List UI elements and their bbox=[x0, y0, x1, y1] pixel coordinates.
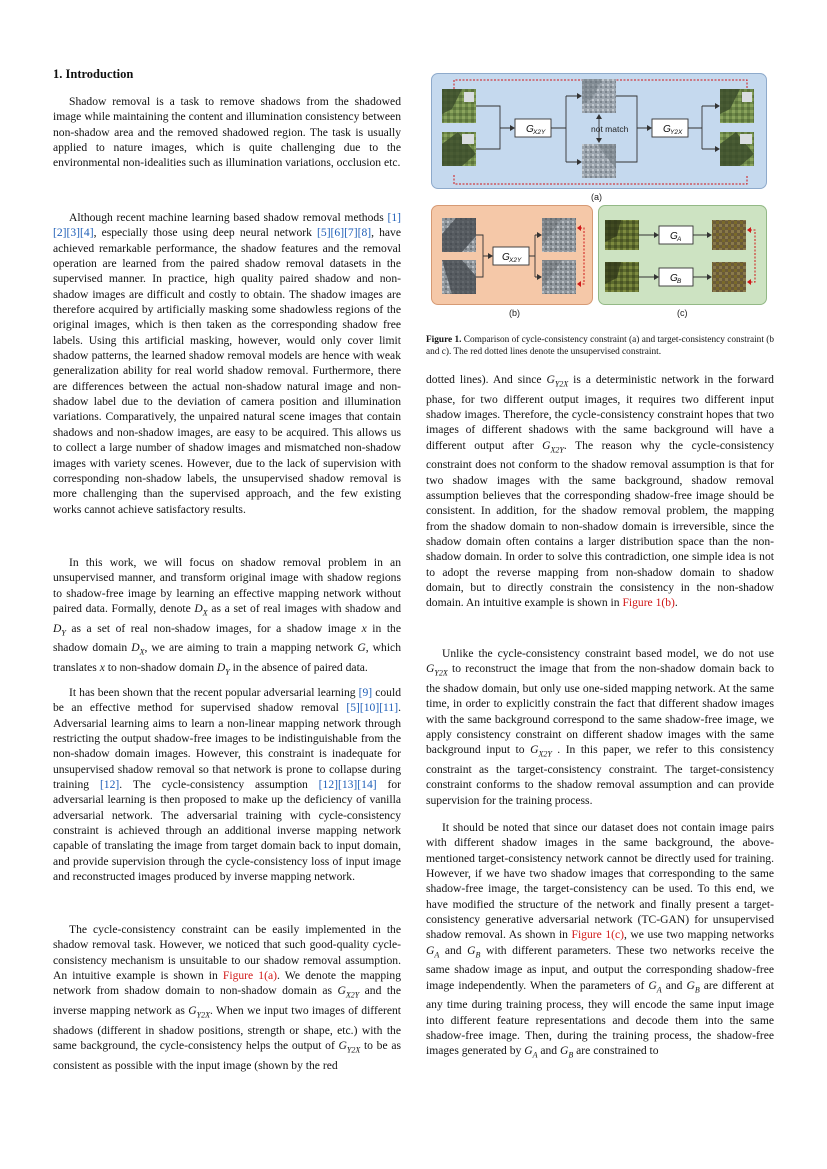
text-run: . bbox=[674, 596, 678, 610]
text-run: . The reason why the cycle-consistency constraint does not conform to the shadow removal assumption is that for two shadow images with the same background, shadow removal assumption believes that the corresponding shadow-free image should be consistent. In addition, for the shadow removal problem, the mapping from the shadow domain to non-shadow domain is irreversible, since the shadow domain often contains a larger distribution space than the non-shadow domain. In order to solve this contradiction, one simple idea is not to adopt the reverse mapping from non-shadow domain to shadow domain, but to directly constrain the consistency in the non-shadow domain. An intuitive example is shown in bbox=[426, 438, 774, 610]
text-run: X2Y bbox=[550, 445, 564, 454]
text-run: The cycle-consistency constraint can be easily implemented in the shadow removal task. However, we noticed that such good-quality cycle-consistency mechanism is unsuitable to our shadow removal assumption. An intuitive example is shown in bbox=[53, 923, 401, 983]
text-run: G bbox=[524, 1044, 533, 1058]
body-paragraph-3 bbox=[426, 820, 774, 1063]
svg-text:G: G bbox=[670, 273, 678, 284]
text-run: . Adversarial learning aims to learn a non-linear mapping network through restricting the output shadow-free images to be indistinguishable from the non-shadow domain images. However, this constraint is inadequate for unsupervised shadow removal so that network is prone to collapse during training bbox=[53, 701, 401, 792]
shadow-free-output-bottom bbox=[542, 260, 576, 294]
intro-paragraph-2 bbox=[53, 210, 401, 517]
svg-text:G: G bbox=[670, 231, 678, 242]
text-run: B bbox=[475, 950, 481, 960]
text-run: to non-shadow domain bbox=[104, 661, 217, 674]
text-run: X bbox=[202, 608, 208, 618]
text-run: G bbox=[542, 438, 551, 452]
text-run: dotted lines). And since bbox=[426, 373, 547, 386]
svg-text:Y2X: Y2X bbox=[670, 129, 683, 136]
constraint-line-b bbox=[580, 228, 584, 284]
svg-text:B: B bbox=[677, 278, 682, 285]
figure-link[interactable]: Figure 1(b) bbox=[622, 596, 675, 610]
text-run: and bbox=[439, 943, 468, 957]
subfigure-label-a: (a) bbox=[591, 192, 602, 202]
citation-link[interactable]: [5][6][7][8] bbox=[317, 226, 372, 240]
shadow-free-output-top bbox=[542, 218, 576, 252]
figure-panel-b bbox=[431, 205, 593, 305]
svg-text:G: G bbox=[526, 124, 534, 135]
intro-paragraph-4 bbox=[53, 685, 401, 884]
text-run: x bbox=[99, 661, 105, 674]
text-run: and bbox=[661, 978, 687, 992]
text-run: G bbox=[426, 943, 435, 957]
input-image-bottom bbox=[442, 132, 476, 166]
text-run: G bbox=[467, 943, 476, 957]
text-run: and bbox=[537, 1044, 560, 1058]
text-run: x bbox=[361, 621, 367, 635]
text-run: , we use two mapping networks bbox=[623, 928, 774, 942]
output-image-bottom bbox=[582, 144, 616, 178]
intro-paragraph-5 bbox=[53, 922, 401, 1073]
text-run: B bbox=[568, 1050, 574, 1060]
text-run: A bbox=[532, 1050, 538, 1060]
citation-link[interactable]: [12][13][14] bbox=[318, 778, 377, 792]
citation-link[interactable]: [9] bbox=[358, 686, 373, 699]
text-run: in the absence of paired data. bbox=[229, 661, 368, 674]
intro-paragraph-3 bbox=[53, 555, 401, 680]
shadow-input-bottom-c bbox=[605, 262, 639, 292]
text-run: for adversarial learning is then proposed to make up the deficiency of vanilla adversarial network. The adversarial training with cycle-consistency constraint is achieved through an additional inverse mapping network capable of translating the image from target domain back to input domain, and provide supervision through the cycle-consistency loss of input image and reconstructed images produced by inverse mapping network. bbox=[53, 778, 401, 884]
cycle-consistency-diagram bbox=[432, 74, 768, 190]
text-run: Shadow removal is a task to remove shadows from the shadowed image while maintaining the content and illumination consistency between non-shadow area and the removed shadowed region. The task is usually applied to nature images, which is quite challenging due to the environmental non-idealities such as illumination variations, occlusion etc. bbox=[53, 95, 401, 170]
text-run: as a set of real images with shadow and bbox=[207, 602, 401, 616]
text-run: G bbox=[337, 984, 346, 998]
body-paragraph-continued bbox=[426, 372, 774, 611]
svg-text:X2Y: X2Y bbox=[509, 257, 522, 264]
svg-text:G: G bbox=[502, 252, 510, 263]
citation-link[interactable]: [1][2][3][4] bbox=[53, 211, 401, 240]
body-paragraph-2 bbox=[426, 646, 774, 808]
text-run: G bbox=[530, 743, 539, 757]
svg-text:X2Y: X2Y bbox=[533, 129, 546, 136]
text-run: A bbox=[656, 985, 662, 995]
text-run: X bbox=[139, 647, 145, 657]
figure-caption-text: Comparison of cycle-consistency constraint (a) and target-consistency constraint (b and c). The red dotted lines denote the unsupervised constraint. bbox=[426, 335, 774, 357]
text-run: It should be noted that since our dataset does not contain image pairs with different shadow images in the same background, the above-mentioned target-consistency network cannot be directly used for training. However, if we have two shadow images that corresponding to the same shadow-free image, the target-consistency can be used. To this end, we have modified the structure of the network and finally present a target-consistency generative adversarial network (TC-GAN) for unsupervised shadow removal. As shown in bbox=[426, 821, 774, 942]
text-run: with different parameters. These two networks receive the same shadow image as input, and output the corresponding shadow-free image independently. When the parameters of bbox=[426, 943, 774, 992]
text-run: Y2X bbox=[434, 668, 448, 678]
shadow-input-top-c bbox=[605, 220, 639, 250]
text-run: . When we input two images of different shadows (different in shadow positions, strength or shape, etc.) with the same background, the cycle-consistency helps the output of bbox=[53, 1004, 401, 1053]
text-run: to reconstruct the image that from the non-shadow domain back to the shadow domain, but only use one-sided mapping network. At the same time, in order to explicitly constrain the fact that different shadow images with the same background correspond to the same shadow-free image, we apply consistency constraint on different shadow images with the same background input to bbox=[426, 662, 774, 757]
text-run: . The cycle-consistency assumption bbox=[119, 778, 319, 792]
figure-caption-label: Figure 1. bbox=[426, 335, 462, 345]
reconstructed-image-top bbox=[720, 89, 754, 123]
text-run: Y2X bbox=[554, 379, 569, 389]
svg-text:A: A bbox=[677, 236, 682, 243]
text-run: D bbox=[53, 621, 62, 635]
svg-text:G: G bbox=[663, 124, 671, 135]
text-run: D bbox=[194, 602, 203, 616]
text-run: Y bbox=[225, 667, 230, 677]
text-run: to be as consistent as possible with the input image (shown by the red bbox=[53, 1039, 401, 1072]
figure-link[interactable]: Figure 1(c) bbox=[571, 928, 624, 942]
text-run: Y2X bbox=[196, 1010, 210, 1020]
figure-link[interactable]: Figure 1(a) bbox=[222, 969, 277, 983]
shadow-free-output-top-c bbox=[712, 220, 746, 250]
citation-link[interactable]: [5][10][11] bbox=[346, 701, 399, 715]
text-run: G bbox=[560, 1044, 569, 1058]
text-run: B bbox=[694, 985, 700, 995]
output-image-top bbox=[582, 79, 616, 113]
shadow-input-bottom bbox=[442, 260, 476, 294]
text-run: are different at any time during training process, they will encode the same input image into different feature representations and decode them into the same shadow-free image. Then, during the training process, the shadow-free images generated by bbox=[426, 978, 774, 1058]
text-run: G bbox=[338, 1039, 347, 1053]
shadow-free-output-bottom-c bbox=[712, 262, 746, 292]
text-run: D bbox=[216, 661, 226, 674]
text-run: G bbox=[648, 978, 657, 992]
intro-paragraph-1 bbox=[53, 94, 401, 171]
text-run: D bbox=[131, 641, 140, 655]
section-title: 1. Introduction bbox=[53, 67, 134, 81]
figure-caption bbox=[426, 335, 774, 358]
text-run: G bbox=[426, 662, 435, 676]
svg-text:not match: not match bbox=[591, 124, 629, 134]
text-run: G bbox=[188, 1004, 197, 1018]
text-run: and the inverse mapping network as bbox=[53, 984, 401, 1018]
text-run: X2Y bbox=[345, 990, 360, 1000]
text-run: is a deterministic network in the forward phase, for two different output images, it requires two different input shadow images. Therefore, the cycle-consistency constraint hopes that two images of different shadows with the same background will have a different output after bbox=[426, 373, 774, 452]
text-run: Unlike the cycle-consistency constraint based model, we do not use bbox=[442, 647, 774, 660]
shadow-input-top bbox=[442, 218, 476, 252]
subfigure-label-c: (c) bbox=[677, 308, 688, 318]
text-run: , have achieved remarkable performance, the shadow features and the removal operation are learned from the paired shadow removal datasets in the supervised manner. In practice, high quality paired shadow and non-shadow images are difficult and costly to obtain. The shadow images are therefore acquired by artificially masking some shadowless regions of the original images, which is then taken as the corresponding shadow free labels. Using this artificial masking, however, would only cover limit shadow patterns, the learned shadow removal models are hence with weak generalization ability for real world shadow removal. Furthermore, there are differences between the actual non-shadow natural image and non-shadow label due to the deviation of camera position and illumination variations. Comparatively, the unpaired natural scene images that contain shadows and non-shadow images, are easy to be acquired. This allows us to collect a large number of shadow images and mismatched non-shadow images with variety scenes. However, due to the lack of supervision with corresponding non-shadow labels, the unsupervised shadow removal is more challenging than the supervised approach, and the few existing works cannot achieve satisfactory results. bbox=[53, 226, 402, 516]
text-run: G bbox=[686, 978, 695, 992]
target-consistency-diagram-c bbox=[599, 206, 768, 306]
text-run: It has been shown that the recent popular adversarial learning bbox=[69, 686, 359, 699]
text-run: Y2X bbox=[346, 1045, 361, 1055]
text-run: G bbox=[546, 373, 555, 386]
text-run: Although recent machine learning based shadow removal methods bbox=[69, 211, 388, 224]
text-run: , especially those using deep neural network bbox=[93, 226, 318, 240]
text-run: . In this paper, we refer to this consistency constraint as the target-consistency constraint. The target-consistency constraint conforms to the shadow removal assumption and can provide supervision for the training process. bbox=[426, 743, 775, 807]
text-run: Y bbox=[61, 628, 66, 637]
text-run: are constrained to bbox=[573, 1044, 659, 1058]
text-run: In this work, we will focus on shadow removal problem in an unsupervised manner, and transform original image with shadow regions to shadow-free image by learning an effective mapping network without paired data. Formally, denote bbox=[53, 556, 401, 616]
citation-link[interactable]: [12] bbox=[99, 778, 120, 792]
subfigure-label-b: (b) bbox=[509, 308, 520, 318]
text-run: X2Y bbox=[538, 749, 552, 759]
text-run: A bbox=[434, 950, 440, 960]
text-run: G bbox=[357, 641, 366, 655]
input-image-top bbox=[442, 89, 476, 123]
constraint-line-c bbox=[750, 230, 755, 282]
text-run: , which translates bbox=[53, 641, 401, 674]
text-run: , we are aiming to train a mapping network bbox=[144, 641, 358, 655]
target-consistency-diagram-b bbox=[432, 206, 594, 306]
text-run: . We denote the mapping network from shadow domain to non-shadow domain as bbox=[53, 969, 401, 998]
figure-panel-a bbox=[431, 73, 767, 189]
figure-panel-c bbox=[598, 205, 767, 305]
text-run: as a set of real non-shadow images, for a shadow image bbox=[65, 621, 362, 635]
text-run: in the shadow domain bbox=[53, 621, 401, 655]
reconstructed-image-bottom bbox=[720, 132, 754, 166]
text-run: could be an effective method for supervised shadow removal bbox=[53, 686, 401, 715]
